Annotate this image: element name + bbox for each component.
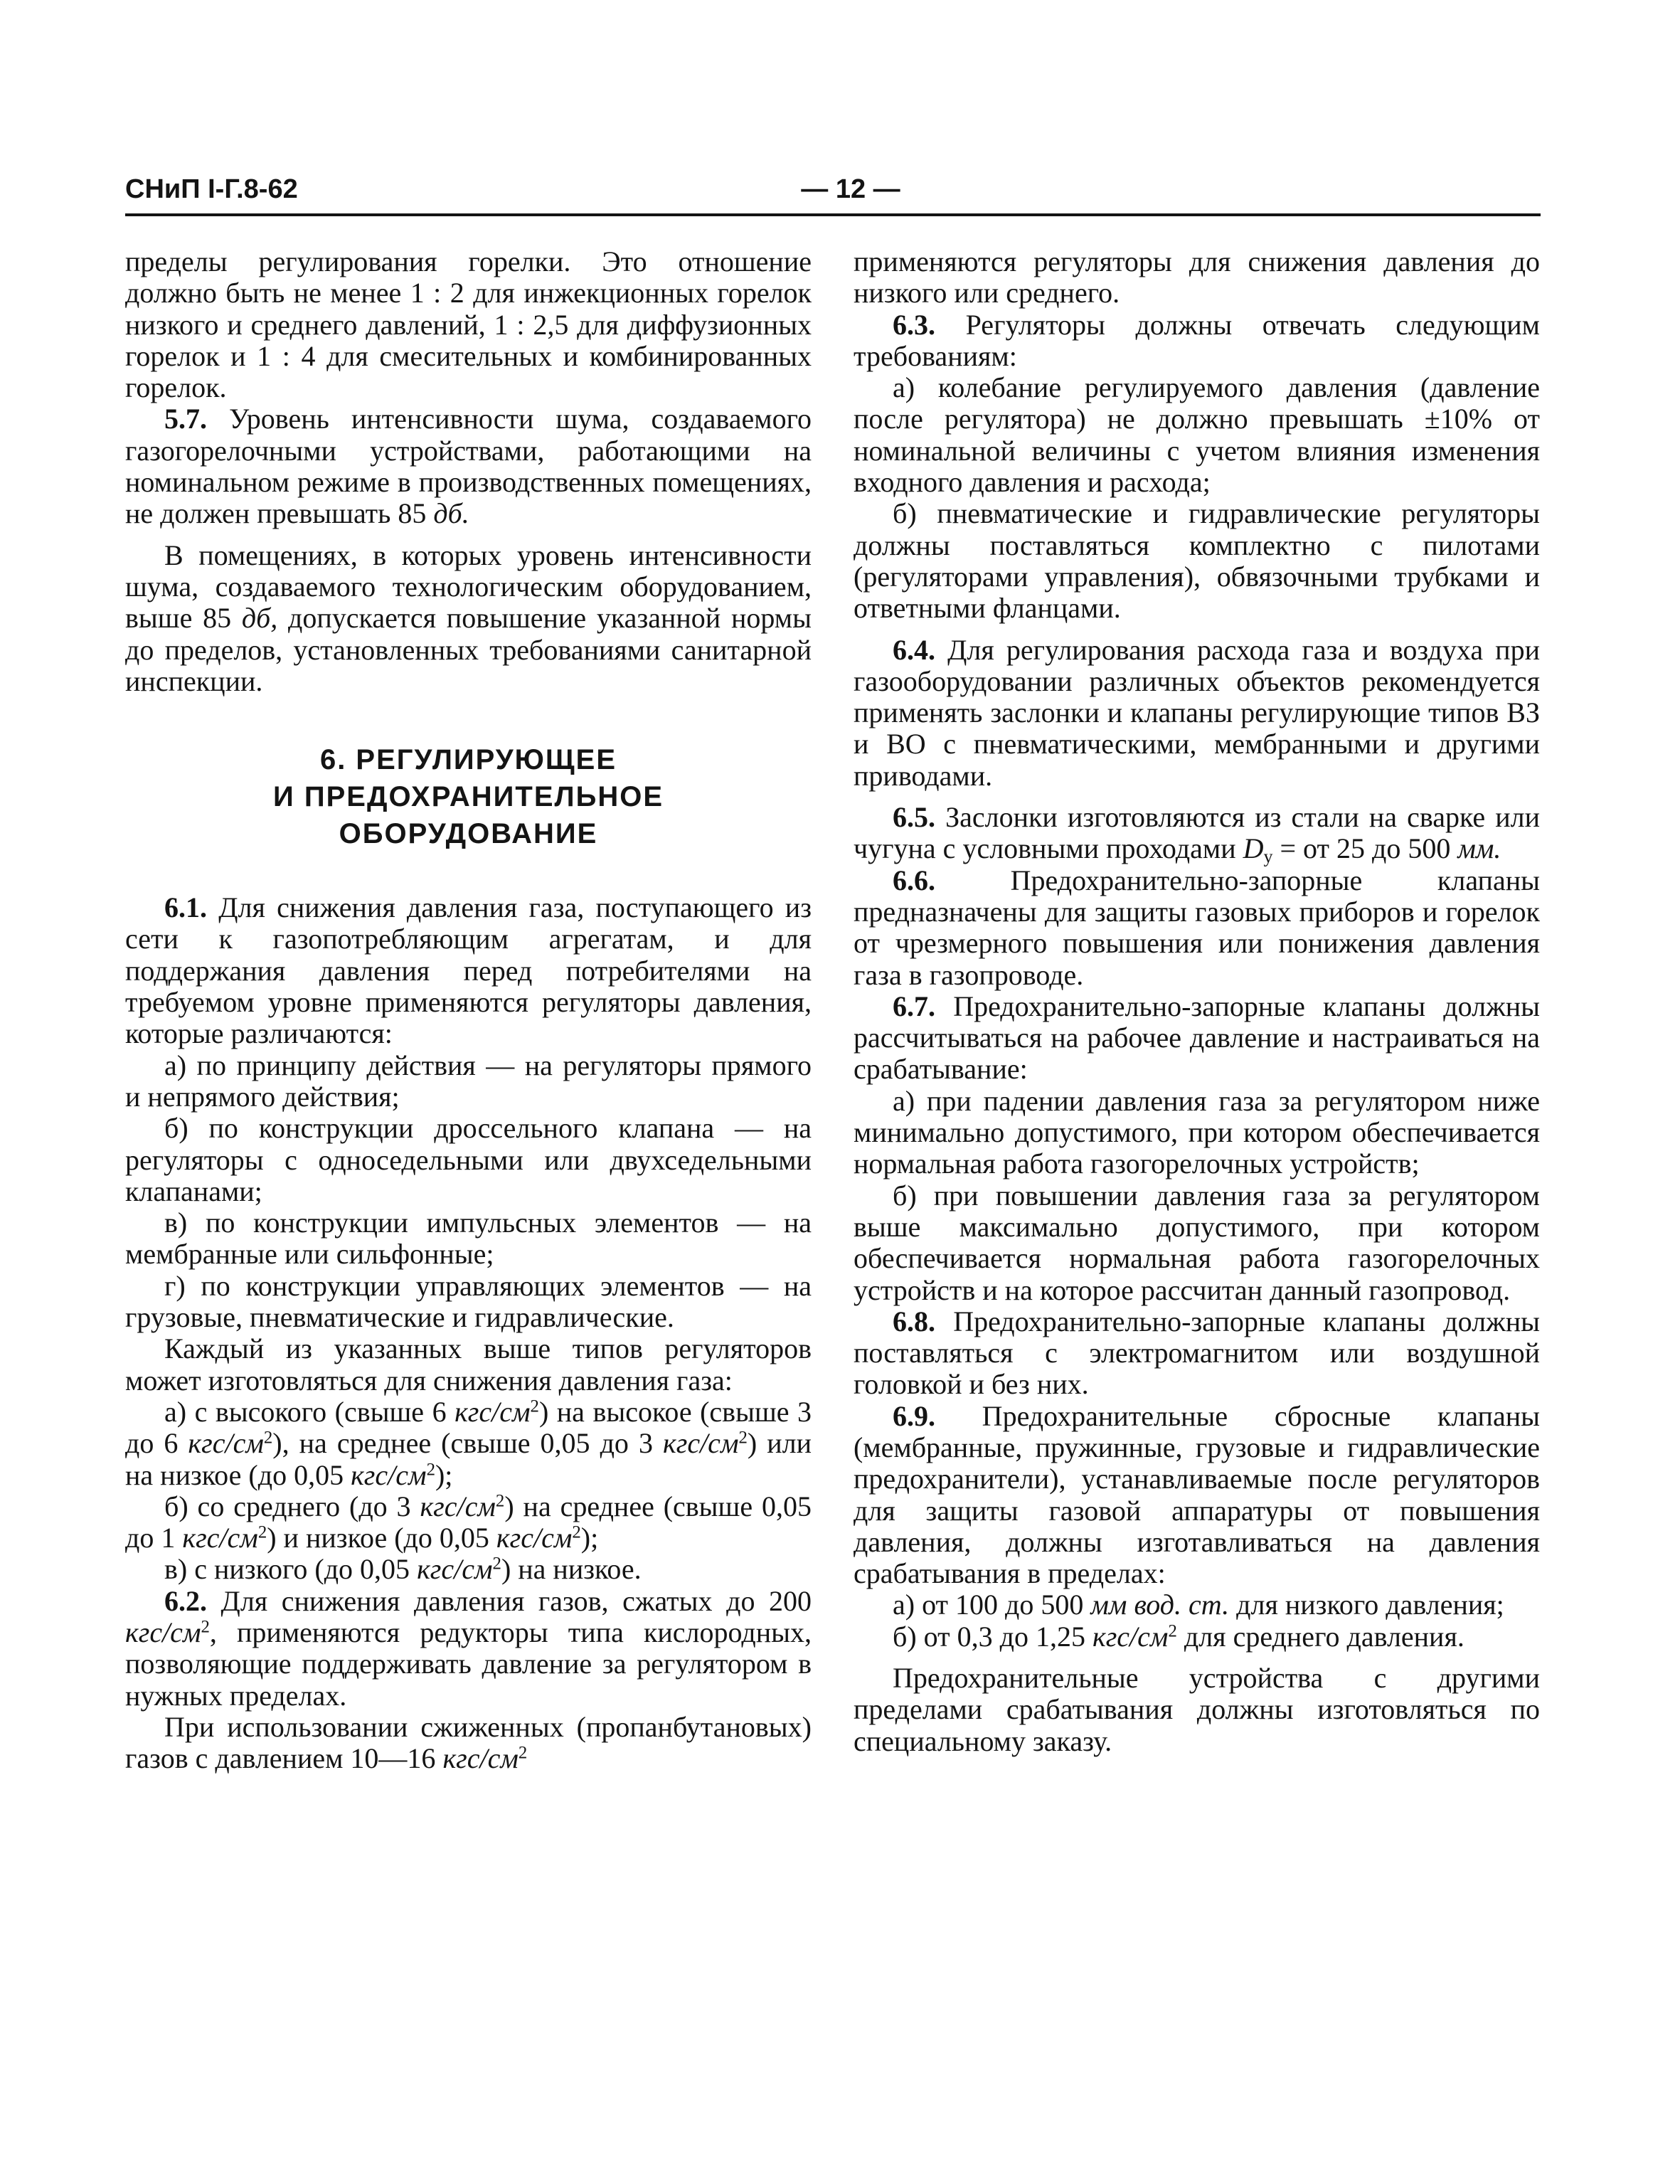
list-item: а) с высокого (свыше 6 кгс/$см^2$) на высокое (свыше 3 до 6 кгс/$см^2$), на среднее (свыше 0,05 до 3 кгс/$см^2$) или на низкое (до 0,05 кгс/$см^2$); (125, 1395, 812, 1491)
header-rule (125, 213, 1541, 216)
right-column (854, 246, 1540, 1757)
clause-number: 5.7. (164, 403, 207, 435)
paragraph: Каждый из указанных выше типов регуляторов может изготовляться для снижения давления газа: (125, 1332, 812, 1396)
paragraph: При использовании сжиженных (пропанбутановых) газов с давлением 10—16 кгс/$см^2$ (125, 1710, 812, 1775)
paragraph: В помещениях, в которых уровень интенсивности шума, создаваемого технологическим оборудованием, выше 85 дб, допускается повышение указанной нормы до пределов, установленных требованиями санитарной инспекции. (125, 539, 812, 697)
list-item: а) от 100 до 500 мм вод. ст. для низкого давления; (893, 1589, 1504, 1621)
clause-number: 6.8. (893, 1305, 935, 1337)
paragraph-6-9: 6.9. Предохранительные сбросные клапаны (мембранные, пружинные, грузовые и гидравлические предохранители), устанавливаемые после регуляторов для защиты газовой аппаратуры от повышения давления, должны изготавливаться на давления срабатывания в пределах: (854, 1399, 1540, 1590)
paragraph: применяются регуляторы для снижения давления до низкого или среднего. (854, 245, 1540, 309)
paragraph-6-3: 6.3. Регуляторы должны отвечать следующим требованиям: (854, 308, 1540, 372)
clause-number: 6.4. (893, 633, 935, 666)
paragraph: Предохранительные устройства с другими пределами срабатывания должны изготовляться по специальному заказу. (854, 1662, 1540, 1757)
clause-number: 6.2. (164, 1584, 207, 1617)
list-item: б) по конструкции дроссельного клапана — на регуляторы с односедельными или двухседельными клапанами; (125, 1112, 812, 1207)
clause-number: 6.3. (893, 308, 935, 341)
list-item: в) по конструкции импульсных элементов — на мембранные или сильфонные; (125, 1207, 812, 1271)
document-code: СНиП I-Г.8-62 (125, 174, 298, 204)
clause-number: 6.1. (164, 891, 207, 924)
paragraph-6-5: 6.5. Заслонки изготовляются из стали на сварке или чугуна с условными проходами $D_у$ = от 25 до 500 мм. (854, 801, 1540, 867)
paragraph-6-4: 6.4. Для регулирования расхода газа и воздуха при газооборудовании различных объектов рекомендуется применять заслонки и клапаны регулирующие типов ВЗ и ВО с пневматическими, мембранными и другими приводами. (854, 633, 1540, 792)
list-item: б) от 0,3 до 1,25 кгс/$см^2$ для среднего давления. (893, 1620, 1464, 1653)
list-item: б) со среднего (до 3 кгс/$см^2$) на среднее (свыше 0,05 до 1 кгс/$см^2$) и низкое (до 0,05 кгс/$см^2$); (125, 1490, 812, 1554)
section-title: 6. РЕГУЛИРУЮЩЕЕ И ПРЕДОХРАНИТЕЛЬНОЕ ОБОРУДОВАНИЕ (272, 744, 664, 850)
clause-number: 6.7. (893, 990, 935, 1022)
paragraph-5-7: 5.7. Уровень интенсивности шума, создаваемого газогорелочными устройствами, работающими на номинальном режиме в производственных помещениях, не должен превышать 85 дб. (125, 403, 812, 530)
paragraph-6-7: 6.7. Предохранительно-запорные клапаны должны рассчитываться на рабочее давление и настраиваться на срабатывание: (854, 990, 1540, 1086)
list-item: а) по принципу действия — на регуляторы прямого и непрямого действия; (125, 1049, 812, 1113)
list-item: в) с низкого (до 0,05 кгс/$см^2$) на низкое. (164, 1553, 642, 1586)
list-item: а) при падении давления газа за регулятором ниже минимально допустимого, при котором обеспечивается нормальная работа газогорелочных устройств; (854, 1084, 1540, 1180)
list-item: б) пневматические и гидравлические регуляторы должны поставляться комплектно с пилотами (регуляторами управления), обвязочными трубками и ответными фланцами. (854, 497, 1540, 625)
paragraph-6-1: 6.1. Для снижения давления газа, поступающего из сети к газопотребляющим агрегатам, и для поддержания давления перед потребителями на требуемом уровне применяются регуляторы давления, которые различаются: (125, 891, 812, 1050)
page-header (125, 171, 1541, 211)
page-number: — 12 — (801, 174, 900, 204)
paragraph-6-6: 6.6. Предохранительно-запорные клапаны предназначены для защиты газовых приборов и горелок от чрезмерного повышения или понижения давления газа в газопроводе. (854, 864, 1540, 991)
list-item: г) по конструкции управляющих элементов — на грузовые, пневматические и гидравлические. (125, 1269, 812, 1334)
paragraph-6-8: 6.8. Предохранительно-запорные клапаны должны поставляться с электромагнитом или воздушной головкой и без них. (854, 1305, 1540, 1401)
left-column (125, 246, 812, 1774)
clause-number: 6.5. (893, 801, 935, 834)
clause-number: 6.9. (893, 1399, 935, 1432)
list-item: б) при повышении давления газа за регулятором выше максимально допустимого, при котором обеспечивается нормальная работа газогорелочных устройств и на которое рассчитан данный газопровод. (854, 1179, 1540, 1306)
paragraph: пределы регулирования горелки. Это отношение должно быть не менее 1 : 2 для инжекционных горелок низкого и среднего давлений, 1 : 2,5 для диффузионных горелок и 1 : 4 для смесительных и комбинированных горелок. (125, 245, 812, 404)
clause-number: 6.6. (893, 864, 935, 896)
list-item: а) колебание регулируемого давления (давление после регулятора) не должно превышать ±10% от номинальной величины с учетом влияния изменения входного давления и расхода; (854, 371, 1540, 499)
paragraph-6-2: 6.2. Для снижения давления газов, сжатых до 200 кгс/$см^2$, применяются редукторы типа кислородных, позволяющие поддерживать давление за регулятором в нужных пределах. (125, 1584, 812, 1712)
